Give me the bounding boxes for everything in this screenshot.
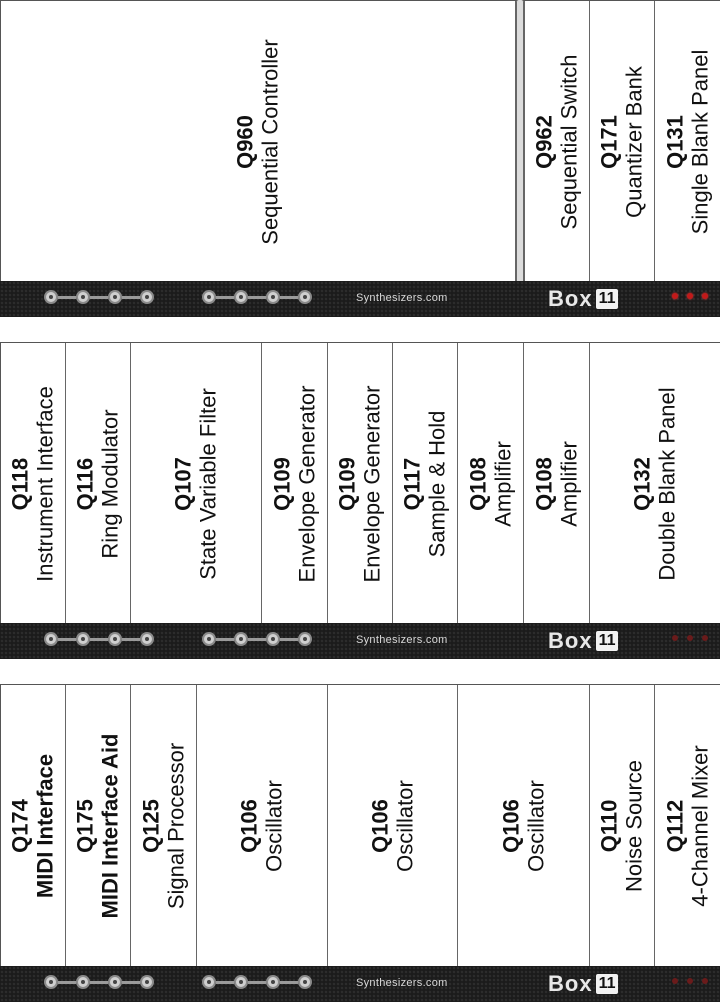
jack-group: [202, 632, 312, 646]
module-q110: [590, 685, 655, 966]
module-name: Quantizer Bank: [621, 65, 646, 218]
jack-icon: [108, 975, 122, 989]
led-indicators: [672, 635, 708, 641]
box-logo: [548, 971, 618, 997]
module-q962: [524, 1, 590, 282]
case-rail: [0, 623, 720, 659]
jack-icon: [234, 290, 248, 304]
module-name: Oscillator: [261, 779, 286, 872]
jack-icon: [140, 290, 154, 304]
module-name: MIDI Interface Aid: [97, 733, 122, 918]
module-code: Q175: [72, 798, 98, 853]
led-icon: [702, 635, 708, 641]
jack-icon: [266, 290, 280, 304]
led-icon: [687, 635, 693, 641]
box-number: 11: [596, 974, 619, 994]
module-code: Q171: [596, 114, 622, 169]
led-indicators: [672, 978, 708, 984]
led-icon: [672, 978, 678, 984]
jack-icon: [108, 632, 122, 646]
module-name: Ring Modulator: [97, 408, 122, 559]
jack-icon: [234, 975, 248, 989]
module-q132: [590, 343, 720, 624]
jack-icon: [202, 632, 216, 646]
module-code: Q125: [137, 798, 163, 853]
jack-icon: [202, 975, 216, 989]
module-name: Double Blank Panel: [654, 386, 679, 581]
jack-group: [202, 290, 312, 304]
module-q118: [1, 343, 66, 624]
module-code: Q960: [232, 114, 258, 169]
module-q175: [66, 685, 131, 966]
case-rail: [0, 966, 720, 1002]
module-code: Q132: [629, 456, 655, 511]
jack-icon: [140, 632, 154, 646]
module-code: Q174: [7, 798, 33, 853]
jack-icon: [202, 290, 216, 304]
module-name: Amplifier: [555, 440, 581, 527]
module-code: Q109: [334, 456, 360, 511]
panel-row: [0, 684, 720, 966]
module-name: Oscillator: [391, 779, 417, 872]
jack-icon: [44, 632, 58, 646]
jack-icon: [140, 975, 154, 989]
module-q174: [1, 685, 66, 966]
box-number: 11: [596, 289, 619, 309]
jack-group: [202, 975, 312, 989]
module-code: Q108: [530, 456, 556, 511]
jack-icon: [234, 632, 248, 646]
module-q112: [655, 685, 720, 966]
module-name: Amplifier: [489, 440, 515, 527]
case-middle: [0, 342, 720, 660]
jack-icon: [76, 290, 90, 304]
module-q125: [131, 685, 197, 966]
module-name: Instrument Interface: [32, 385, 57, 582]
module-code: Q106: [366, 798, 392, 853]
module-q106: [458, 685, 590, 966]
module-name: Envelope Generator: [293, 385, 319, 582]
led-icon: [702, 978, 708, 984]
jack-icon: [44, 975, 58, 989]
jack-group: [44, 632, 154, 646]
led-icon: [687, 978, 693, 984]
box-word: Box: [548, 628, 593, 653]
module-name: 4-Channel Mixer: [686, 744, 712, 907]
module-q107: [131, 343, 262, 624]
brand-text: Synthesizers.com: [356, 977, 448, 989]
module-q109: [328, 343, 393, 624]
module-name: Signal Processor: [162, 742, 188, 909]
led-icon: [672, 635, 678, 641]
module-q108: [524, 343, 590, 624]
brand-text: Synthesizers.com: [356, 634, 448, 646]
module-name: State Variable Filter: [195, 387, 220, 580]
module-name: Noise Source: [621, 759, 646, 892]
module-q108: [458, 343, 524, 624]
brand-text: Synthesizers.com: [356, 292, 448, 304]
module-code: Q116: [72, 457, 98, 510]
module-code: Q117: [399, 457, 425, 510]
jack-icon: [298, 290, 312, 304]
module-q960: [1, 1, 516, 282]
jack-icon: [298, 975, 312, 989]
module-name: Envelope Generator: [359, 385, 384, 582]
jack-icon: [76, 632, 90, 646]
jack-icon: [108, 290, 122, 304]
module-q131: [655, 1, 720, 282]
module-q109: [262, 343, 328, 624]
case-rail: [0, 281, 720, 317]
module-name: MIDI Interface: [32, 753, 57, 898]
led-icon: [672, 293, 678, 299]
module-code: Q118: [7, 457, 33, 510]
jack-icon: [298, 632, 312, 646]
case-bottom: [0, 684, 720, 1002]
led-icon: [702, 293, 708, 299]
module-name: Sequential Switch: [556, 54, 581, 229]
module-name: Single Blank Panel: [686, 49, 712, 234]
module-q106: [328, 685, 458, 966]
box-logo: [548, 628, 618, 654]
box-logo: [548, 286, 618, 312]
jack-group: [44, 290, 154, 304]
module-q106: [197, 685, 328, 966]
module-q171: [590, 1, 655, 282]
module-code: Q109: [268, 456, 294, 511]
box-word: Box: [548, 971, 593, 996]
panel-row: [0, 0, 720, 282]
led-indicators: [672, 293, 708, 299]
module-code: Q106: [497, 798, 523, 853]
module-code: Q106: [236, 798, 262, 853]
jack-icon: [266, 632, 280, 646]
panel-separator: [516, 0, 524, 284]
case-top: [0, 0, 720, 318]
panel-row: [0, 342, 720, 624]
module-code: Q131: [661, 114, 687, 169]
jack-icon: [44, 290, 58, 304]
module-q116: [66, 343, 131, 624]
module-code: Q107: [170, 456, 196, 511]
module-name: Sequential Controller: [257, 38, 282, 245]
jack-group: [44, 975, 154, 989]
box-number: 11: [596, 631, 619, 651]
jack-icon: [266, 975, 280, 989]
module-q117: [393, 343, 458, 624]
module-code: Q108: [464, 456, 490, 511]
module-code: Q112: [661, 799, 687, 852]
jack-icon: [76, 975, 90, 989]
module-name: Sample & Hold: [424, 410, 449, 557]
module-name: Oscillator: [522, 779, 548, 872]
module-code: Q962: [531, 114, 557, 169]
box-word: Box: [548, 286, 593, 311]
led-icon: [687, 293, 693, 299]
module-code: Q110: [596, 799, 622, 852]
